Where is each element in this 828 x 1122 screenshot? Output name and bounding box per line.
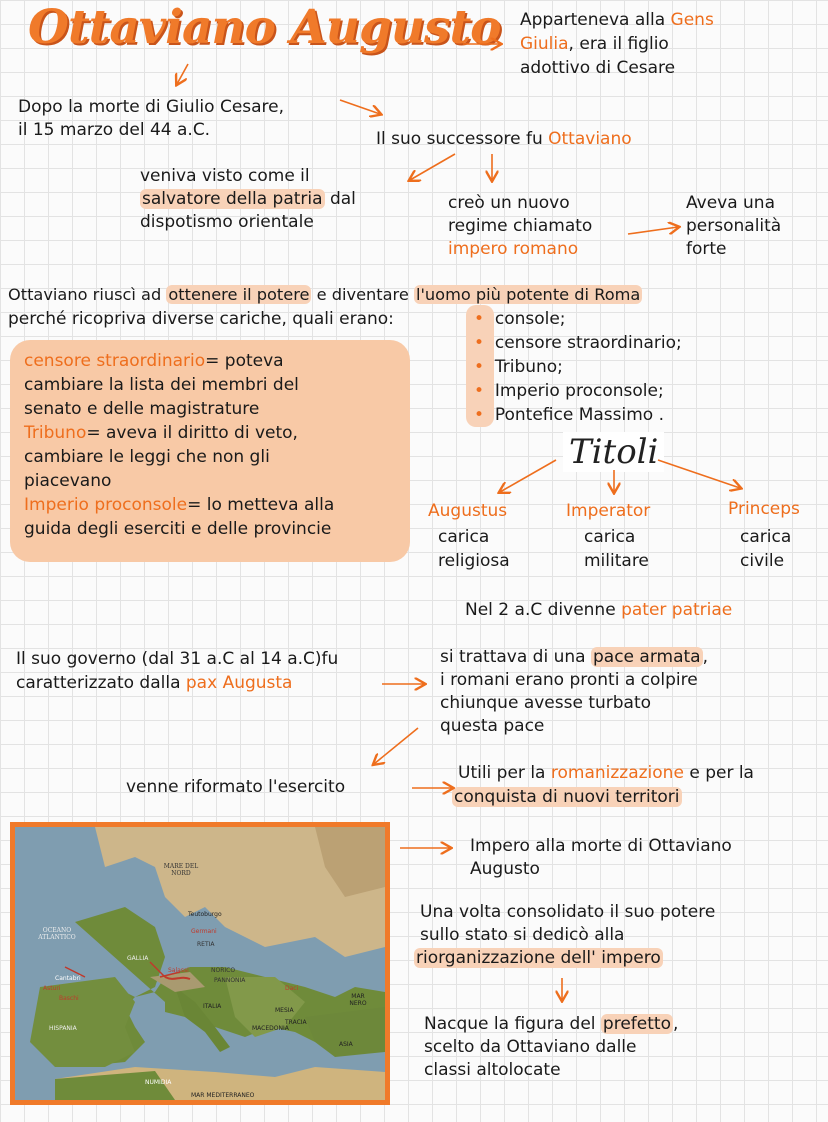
pace-line1: si trattava di una pace armata , bbox=[440, 647, 708, 667]
personality-line2: personalità bbox=[686, 216, 782, 236]
arrow bbox=[500, 460, 556, 492]
box-line: senato e delle magistrature bbox=[24, 399, 260, 419]
arrow bbox=[340, 100, 380, 114]
pater-patriae: Nel 2 a.C divenne pater patriae bbox=[465, 600, 733, 620]
map-label: NUMIDIA bbox=[145, 1079, 172, 1086]
map-label: MAR NERO bbox=[349, 993, 367, 1007]
regime-line2: regime chiamato bbox=[448, 216, 593, 236]
consolidato-line3: riorganizzazione dell' impero bbox=[416, 948, 661, 968]
map-label: Cantabri bbox=[55, 975, 81, 982]
arrow bbox=[410, 154, 455, 180]
pace-line4: questa pace bbox=[440, 716, 545, 736]
title-imperator: Imperator bbox=[566, 501, 651, 521]
map-label: Teutoburgo bbox=[188, 911, 222, 918]
gens-line2: Giulia, era il figlio bbox=[520, 34, 669, 54]
arrow bbox=[374, 728, 418, 764]
list-item: • Tribuno; bbox=[474, 357, 563, 377]
map-label: PANNONIA bbox=[214, 977, 246, 984]
consolidato-line1: Una volta consolidato il suo potere bbox=[420, 902, 716, 922]
map-caption-line1: Impero alla morte di Ottaviano bbox=[470, 836, 732, 856]
title-augustus-desc2: religiosa bbox=[438, 551, 510, 571]
list-item: • console; bbox=[474, 309, 566, 329]
map-label: GALLIA bbox=[127, 955, 149, 962]
governo-line2: caratterizzato dalla pax Augusta bbox=[16, 673, 293, 693]
regime-line3: impero romano bbox=[448, 239, 579, 259]
personality-line3: forte bbox=[686, 239, 727, 259]
personality-line1: Aveva una bbox=[686, 193, 776, 213]
list-item: • Imperio proconsole; bbox=[474, 381, 664, 401]
map-label: Asturi bbox=[43, 985, 61, 992]
map-label: ITALIA bbox=[203, 1003, 222, 1010]
prefetto-line2: scelto da Ottaviano dalle bbox=[424, 1037, 637, 1057]
arrow bbox=[177, 64, 188, 84]
title-princeps: Princeps bbox=[728, 499, 800, 519]
gens-line3: adottivo di Cesare bbox=[520, 58, 676, 78]
map-label: MACEDONIA bbox=[252, 1025, 289, 1032]
map-label: HISPANIA bbox=[49, 1025, 77, 1032]
map-label: Salassi bbox=[168, 967, 189, 974]
governo-line1: Il suo governo (dal 31 a.C al 14 a.C)fu bbox=[16, 649, 339, 669]
map-label: RETIA bbox=[197, 941, 215, 948]
box-tribuno: Tribuno= aveva il diritto di veto, bbox=[24, 423, 298, 443]
utili-line2: conquista di nuovi territori bbox=[454, 787, 680, 807]
power-line2: perché ricopriva diverse cariche, quali erano: bbox=[8, 309, 394, 329]
arrow bbox=[628, 227, 678, 234]
map-label: NORICO bbox=[211, 967, 236, 974]
box-line: cambiare la lista dei membri del bbox=[24, 375, 299, 395]
consolidato-line2: sullo stato si dedicò alla bbox=[420, 925, 625, 945]
page-title: Ottaviano Augusto bbox=[28, 0, 501, 55]
pace-line3: chiunque avesse turbato bbox=[440, 693, 652, 713]
title-augustus: Augustus bbox=[428, 501, 508, 521]
utili-line1: Utili per la romanizzazione e per la bbox=[458, 763, 754, 783]
titoli-heading: Titoli bbox=[563, 432, 664, 472]
title-princeps-desc1: carica bbox=[740, 527, 792, 547]
prefetto-line1: Nacque la figura del prefetto , bbox=[424, 1014, 679, 1034]
title-imperator-desc2: militare bbox=[584, 551, 649, 571]
box-line: piacevano bbox=[24, 471, 112, 491]
box-line: cambiare le leggi che non gli bbox=[24, 447, 270, 467]
death-line1: Dopo la morte di Giulio Cesare, bbox=[18, 97, 285, 117]
death-line2: il 15 marzo del 44 a.C. bbox=[18, 120, 211, 140]
prefetto-line3: classi altolocate bbox=[424, 1060, 561, 1080]
map-label: MESIA bbox=[275, 1007, 294, 1014]
map-label: Germani bbox=[191, 928, 217, 935]
savior-line1: veniva visto come il bbox=[140, 166, 310, 186]
pace-line2: i romani erano pronti a colpire bbox=[440, 670, 698, 690]
savior-line3: dispotismo orientale bbox=[140, 212, 314, 232]
arrow bbox=[658, 460, 740, 488]
map-label: Daci bbox=[285, 985, 299, 992]
map-label: Baschi bbox=[59, 995, 79, 1002]
power-line1: Ottaviano riuscì ad ottenere il potere e diventare l'uomo più potente di Roma bbox=[8, 285, 641, 304]
map-caption-line2: Augusto bbox=[470, 859, 540, 879]
list-item: • Pontefice Massimo . bbox=[474, 405, 664, 425]
map-label: MAR MEDITERRANEO bbox=[191, 1092, 255, 1099]
esercito-text: venne riformato l'esercito bbox=[126, 777, 346, 797]
box-censore: censore straordinario= poteva bbox=[24, 351, 284, 371]
title-princeps-desc2: civile bbox=[740, 551, 785, 571]
title-augustus-desc1: carica bbox=[438, 527, 490, 547]
map-label: TRACIA bbox=[285, 1019, 307, 1026]
title-imperator-desc1: carica bbox=[584, 527, 636, 547]
map-label: ASIA bbox=[339, 1041, 353, 1048]
map-label: OCEANO ATLANTICO bbox=[38, 927, 76, 941]
savior-line2: salvatore della patria dal bbox=[142, 189, 356, 209]
map-label: MARE DEL NORD bbox=[163, 863, 199, 877]
list-item: • censore straordinario; bbox=[474, 333, 682, 353]
box-line: guida degli eserciti e delle provincie bbox=[24, 519, 332, 539]
successor-text: Il suo successore fu Ottaviano bbox=[376, 129, 632, 149]
regime-line1: creò un nuovo bbox=[448, 193, 570, 213]
gens-line1: Apparteneva alla Gens bbox=[520, 10, 714, 30]
box-imperio: Imperio proconsole= lo metteva alla bbox=[24, 495, 335, 515]
